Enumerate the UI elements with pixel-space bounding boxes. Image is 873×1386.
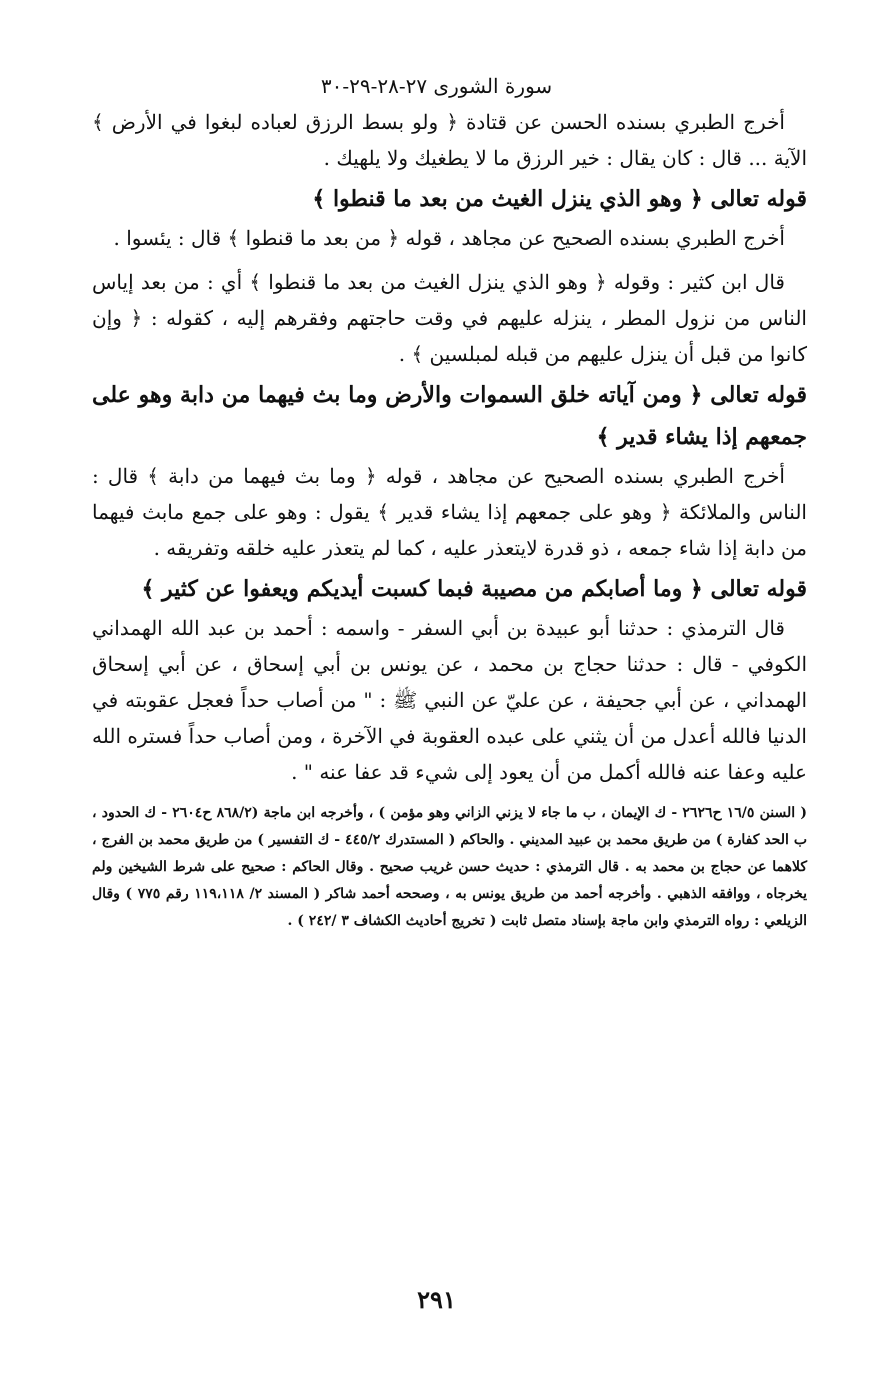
heading-verse-30: قوله تعالى ﴿ وما أصابكم من مصيبة فبما كسبت أيديكم ويعفوا عن كثير ﴾: [141, 576, 807, 602]
paragraph-tabari-mujahid-dabba: أخرج الطبري بسنده الصحيح عن مجاهد ، قوله ﴿ وما بث فيهما من دابة ﴾ قال : الناس والملائكة ﴿ وهو على جمعهم إذا يشاء قدير ﴾ يقول : وهو على جمع مابث فيهما من دابة إذا شاء جمعه ، ذو قدرة لايتعذر عليه ، كما لم يتعذر عليه خلقه وتفريقه .: [92, 464, 807, 560]
footnote-takhrij: ( السنن ١٦/٥ ح٢٦٢٦ - ك الإيمان ، ب ما جاء لا يزني الزاني وهو مؤمن ) ، وأخرجه ابن ماجة (٨٦٨/٢ ح٢٦٠٤ - ك الحدود ، ب الحد كفارة ) من طريق محمد بن عبيد المديني . والحاكم ( المستدرك ٤٤٥/٢ - ك التفسير ) من طريق محمد بن الفرج ، كلاهما عن حجاج بن محمد به . قال الترمذي : حديث حسن غريب صحيح . وقال الحاكم : صحيح على شرط الشيخين ولم يخرجاه ، ووافقه الذهبي . وأخرجه أحمد من طريق يونس به ، وصححه أحمد شاكر ( المسند ٢/ ١١٩،١١٨ رقم ٧٧٥ ) وقال الزيلعي : رواه الترمذي وابن ماجة بإسناد متصل ثابت ( تخريج أحاديث الكشاف ٣ /٢٤٢ ) .: [92, 805, 808, 929]
heading-verse-29: قوله تعالى ﴿ ومن آياته خلق السموات والأرض وما بث فيهما من دابة وهو على جمعهم إذا يشاء قدير ﴾: [92, 382, 807, 450]
heading-verse-28: قوله تعالى ﴿ وهو الذي ينزل الغيث من بعد ما قنطوا ﴾: [312, 186, 807, 212]
paragraph-tabari-mujahid-qanatu: أخرج الطبري بسنده الصحيح عن مجاهد ، قوله ﴿ من بعد ما قنطوا ﴾ قال : يئسوا .: [113, 226, 785, 250]
running-header: سورة الشورى ٢٧-٢٨-٢٩-٣٠: [320, 74, 553, 98]
paragraph-tabari-qatada: أخرج الطبري بسنده الحسن عن قتادة ﴿ ولو بسط الرزق لعباده لبغوا في الأرض ﴾ الآية ... قال : كان يقال : خير الرزق ما لا يطغيك ولا يلهيك .: [92, 110, 807, 170]
paragraph-ibn-kathir: قال ابن كثير : وقوله ﴿ وهو الذي ينزل الغيث من بعد ما قنطوا ﴾ أي : من بعد إياس الناس من نزول المطر ، ينزله عليهم في وقت حاجتهم وفقرهم إليه ، كقوله : ﴿ وإن كانوا من قبل أن ينزل عليهم من قبله لمبلسين ﴾ .: [92, 270, 807, 366]
page-content: [92, 104, 807, 935]
paragraph-tirmidhi-hadith: قال الترمذي : حدثنا أبو عبيدة بن أبي السفر - واسمه : أحمد بن عبد الله الهمداني الكوفي - قال : حدثنا حجاج بن محمد ، عن يونس بن أبي إسحاق ، عن أبي إسحاق الهمداني ، عن أبي جحيفة ، عن عليّ عن النبي ﷺ : " من أصاب حداً فعجل عقوبته في الدنيا فالله أعدل من أن يثني على عبده العقوبة في الآخرة ، ومن أصاب حداً فستره الله عليه وعفا عنه فالله أكمل من أن يعود إلى شيء قد عفا عنه " .: [92, 616, 807, 784]
page-number: ٢٩١: [417, 1285, 456, 1314]
